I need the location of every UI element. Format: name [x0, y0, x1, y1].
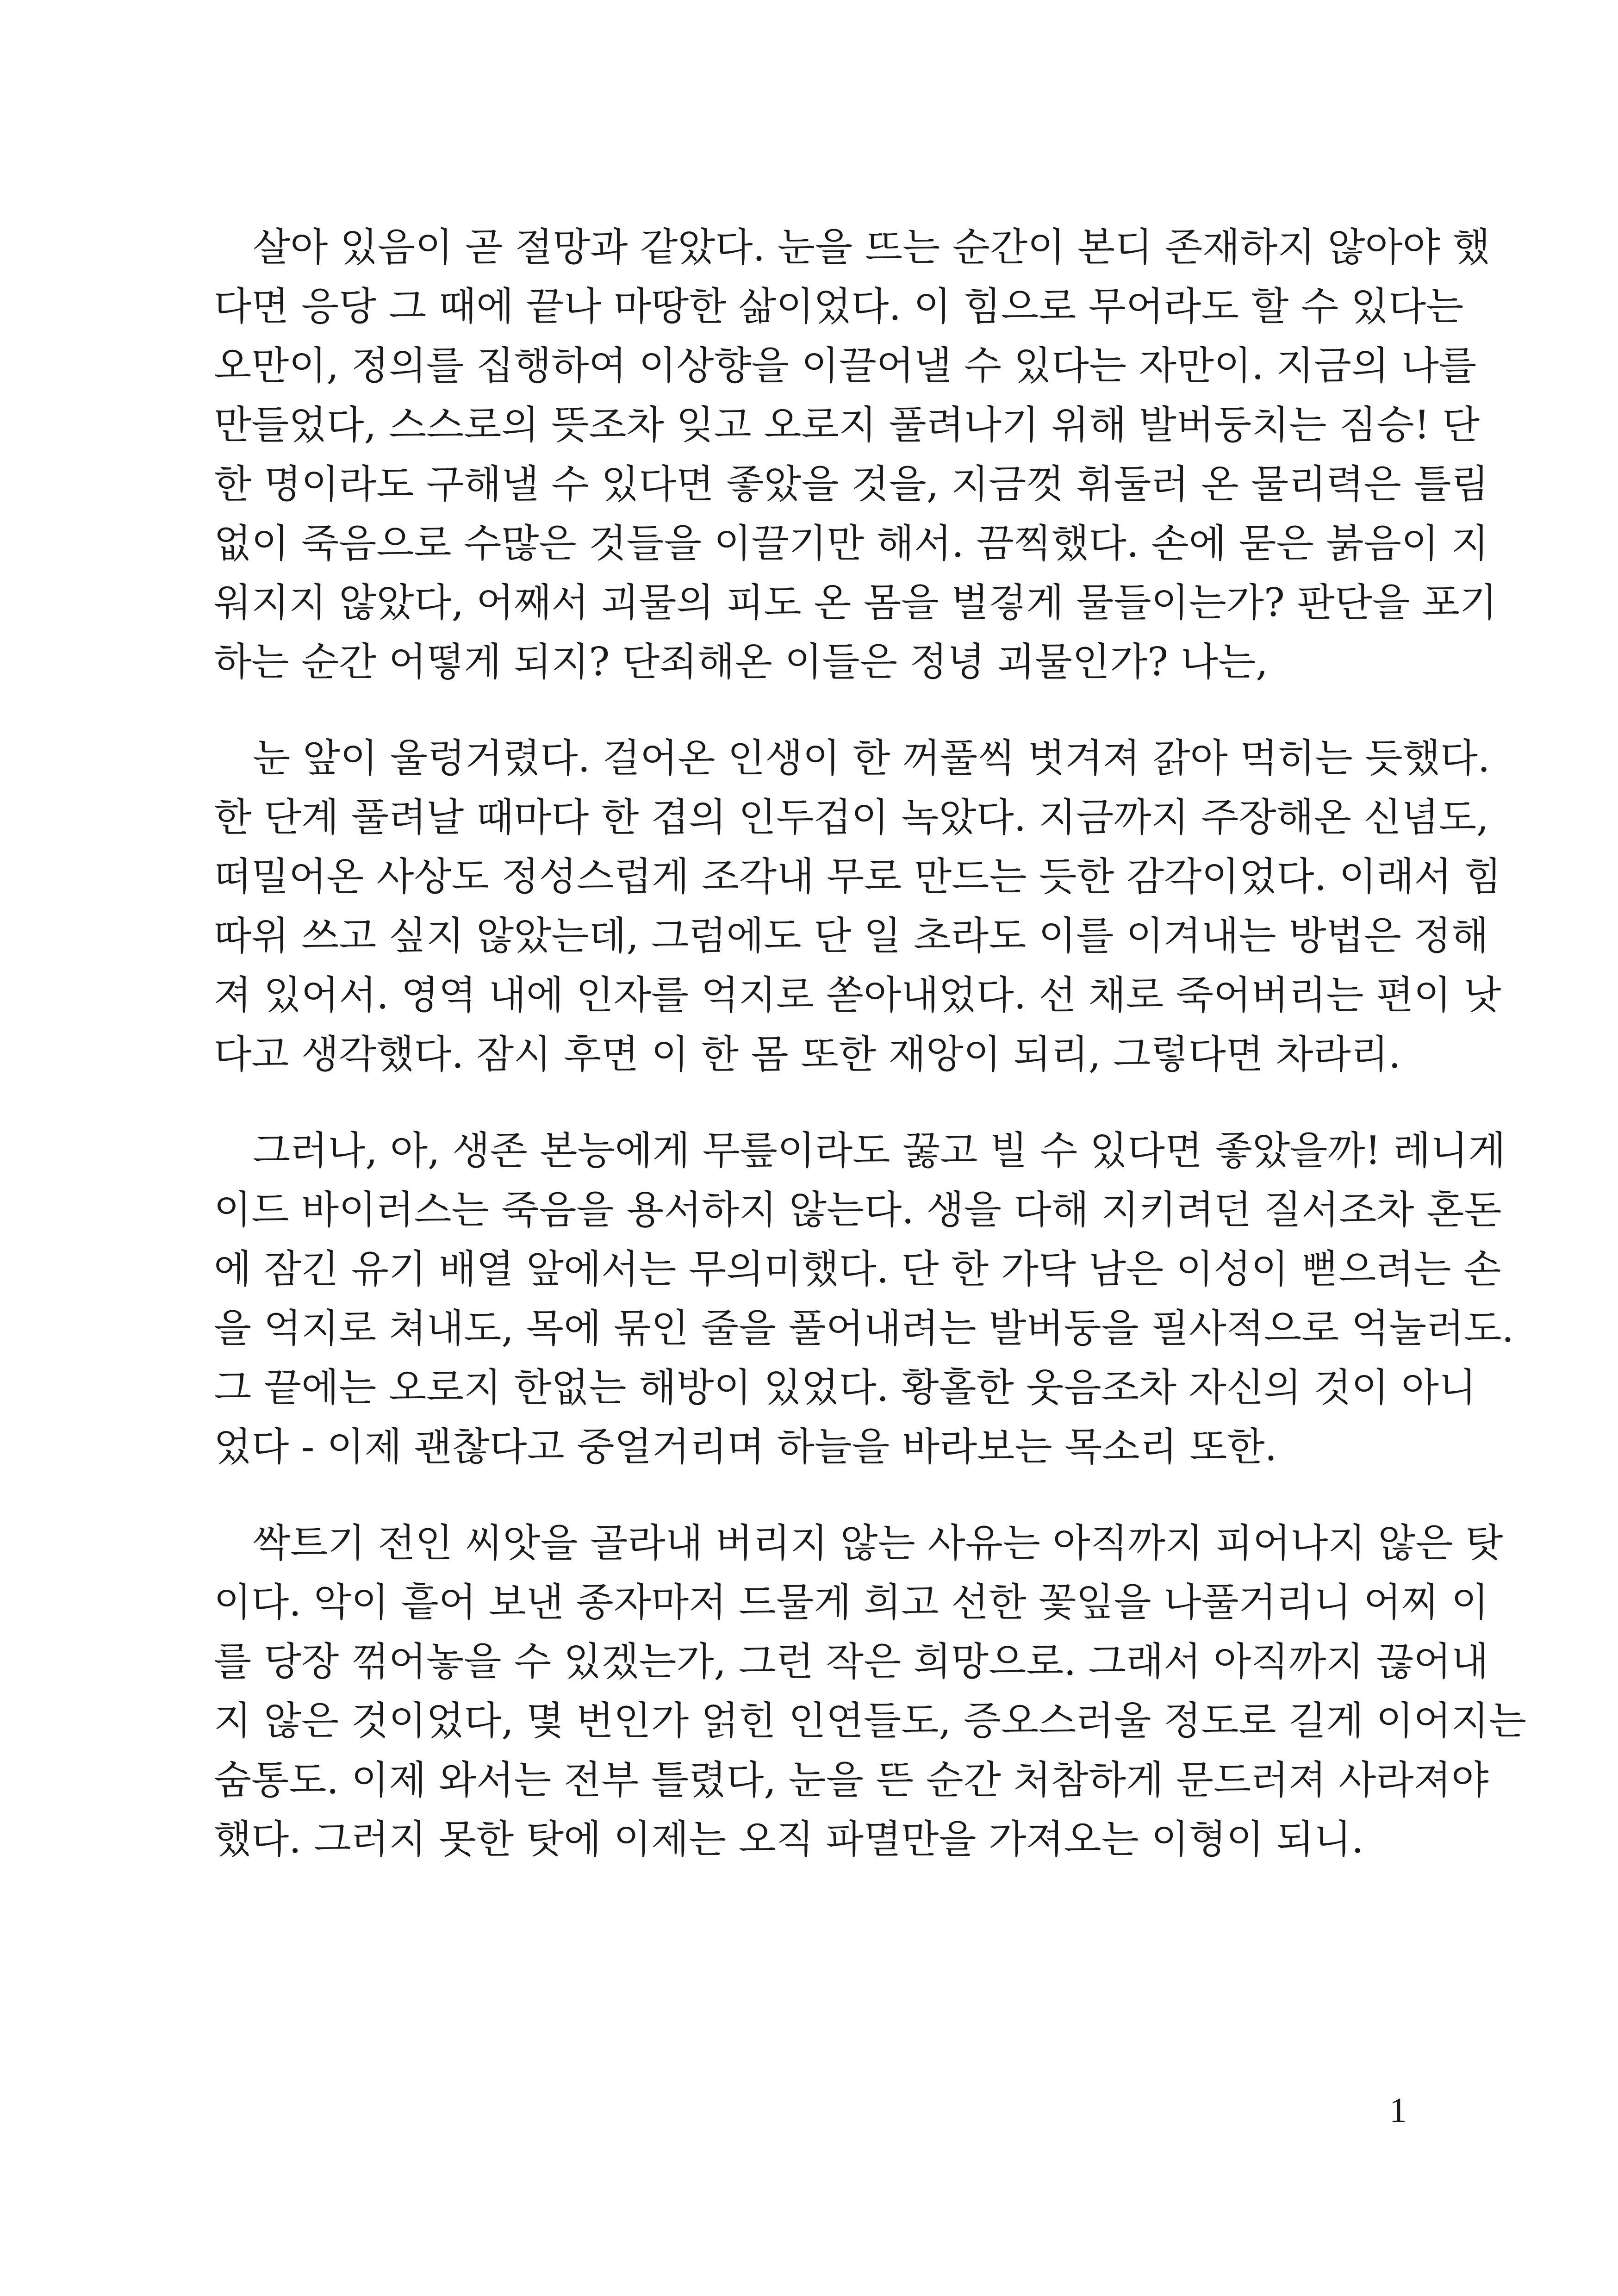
- text-line: 하는 순간 어떻게 되지? 단죄해온 이들은 정녕 괴물인가? 나는,: [214, 639, 1268, 684]
- page-number: 1: [1389, 2091, 1407, 2130]
- text-line: 를 당장 꺾어놓을 수 있겠는가, 그런 작은 희망으로. 그래서 아직까지 끊어내: [214, 1639, 1489, 1684]
- text-line: 그러나, 아, 생존 본능에게 무릎이라도 꿇고 빌 수 있다면 좋았을까! 레니게: [253, 1128, 1506, 1173]
- text-line: 이드 바이러스는 죽음을 용서하지 않는다. 생을 다해 지키려던 질서조차 혼돈: [214, 1187, 1502, 1232]
- paragraph-4: [214, 1513, 1526, 1869]
- text-line: 했다. 그러지 못한 탓에 이제는 오직 파멸만을 가져오는 이형이 되니.: [214, 1817, 1364, 1862]
- text-line: 그 끝에는 오로지 한없는 해방이 있었다. 황홀한 웃음조차 자신의 것이 아니: [214, 1365, 1477, 1410]
- text-line: 따위 쓰고 싶지 않았는데, 그럼에도 단 일 초라도 이를 이겨내는 방법은 정해: [214, 913, 1489, 958]
- text-line: 만들었다, 스스로의 뜻조차 잊고 오로지 풀려나기 위해 발버둥치는 짐승! 단: [214, 402, 1480, 448]
- text-line: 떠밀어온 사상도 정성스럽게 조각내 무로 만드는 듯한 감각이었다. 이래서 힘: [214, 854, 1502, 899]
- text-line: 을 억지로 쳐내도, 목에 묶인 줄을 풀어내려는 발버둥을 필사적으로 억눌러도.: [214, 1306, 1514, 1351]
- text-line: 오만이, 정의를 집행하여 이상향을 이끌어낼 수 있다는 자만이. 지금의 나를: [214, 343, 1477, 388]
- text-line: 싹트기 전인 씨앗을 골라내 버리지 않는 사유는 아직까지 피어나지 않은 탓: [253, 1520, 1503, 1566]
- text-line: 워지지 않았다, 어째서 괴물의 피도 온 몸을 벌겋게 물들이는가? 판단을 포기: [214, 580, 1498, 625]
- paragraph-1: [214, 218, 1498, 691]
- text-line: 지 않은 것이었다, 몇 번인가 얽힌 인연들도, 증오스러울 정도로 길게 이어지는: [214, 1698, 1526, 1743]
- paragraph-2: [214, 728, 1502, 1084]
- paragraph-3: [214, 1121, 1514, 1476]
- text-line: 눈 앞이 울렁거렸다. 걸어온 인생이 한 꺼풀씩 벗겨져 갉아 먹히는 듯했다.: [253, 735, 1490, 781]
- body-text: [214, 218, 1526, 1906]
- text-line: 져 있어서. 영역 내에 인자를 억지로 쏟아내었다. 선 채로 죽어버리는 편이 낫: [214, 972, 1501, 1018]
- text-line: 한 명이라도 구해낼 수 있다면 좋았을 것을, 지금껏 휘둘러 온 물리력은 틀림: [214, 461, 1489, 507]
- text-line: 살아 있음이 곧 절망과 같았다. 눈을 뜨는 순간이 본디 존재하지 않아야 했: [253, 224, 1490, 270]
- text-line: 숨통도. 이제 와서는 전부 틀렸다, 눈을 뜬 순간 처참하게 문드러져 사라져야: [214, 1757, 1489, 1803]
- text-line: 없이 죽음으로 수많은 것들을 이끌기만 해서. 끔찍했다. 손에 묻은 붉음이 지: [214, 521, 1489, 566]
- text-line: 었다 - 이제 괜찮다고 중얼거리며 하늘을 바라보는 목소리 또한.: [214, 1424, 1277, 1469]
- text-line: 이다. 악이 흩어 보낸 종자마저 드물게 희고 선한 꽃잎을 나풀거리니 어찌 이: [214, 1580, 1489, 1625]
- text-line: 다고 생각했다. 잠시 후면 이 한 몸 또한 재앙이 되리, 그렇다면 차라리.: [214, 1032, 1401, 1077]
- text-line: 에 잠긴 유기 배열 앞에서는 무의미했다. 단 한 가닥 남은 이성이 뻗으려는 손: [214, 1246, 1501, 1292]
- text-line: 한 단계 풀려날 때마다 한 겹의 인두겁이 녹았다. 지금까지 주장해온 신념도,: [214, 795, 1489, 840]
- text-line: 다면 응당 그 때에 끝나 마땅한 삶이었다. 이 힘으로 무어라도 할 수 있다는: [214, 284, 1464, 329]
